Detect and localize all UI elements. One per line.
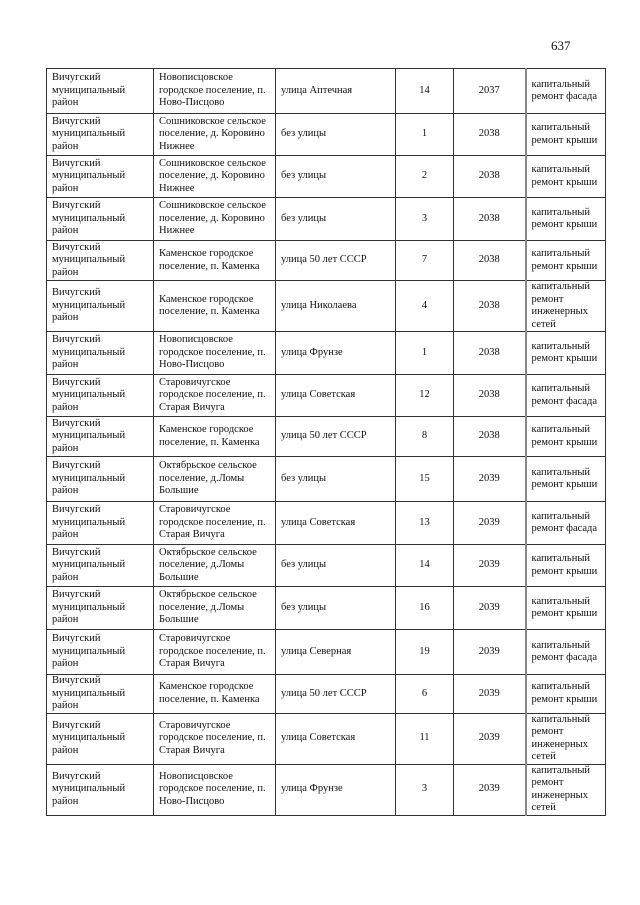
work-type-cell: капитальный ремонт крыши: [526, 332, 606, 375]
house-number-cell: 3: [396, 764, 454, 815]
work-type-cell: капитальный ремонт крыши: [526, 241, 606, 281]
street-cell: без улицы: [276, 198, 396, 241]
street-cell: улица Советская: [276, 375, 396, 417]
work-type-cell: капитальный ремонт фасада: [526, 630, 606, 675]
repair-year-cell: 2038: [454, 417, 526, 457]
repair-year-cell: 2039: [454, 545, 526, 587]
work-type-cell: капитальный ремонт крыши: [526, 417, 606, 457]
settlement-cell: Старовичугское городское поселение, п. Старая Вичуга: [154, 713, 276, 764]
table-row: [47, 545, 606, 587]
table-row: [47, 332, 606, 375]
repair-year-cell: 2038: [454, 332, 526, 375]
street-cell: улица 50 лет СССР: [276, 241, 396, 281]
settlement-cell: Новописцовское городское поселение, п. Ново-Писцово: [154, 764, 276, 815]
settlement-cell: Каменское городское поселение, п. Каменка: [154, 675, 276, 714]
table-row: [47, 587, 606, 630]
work-type-cell: капитальный ремонт крыши: [526, 675, 606, 714]
settlement-cell: Сошниковское сельское поселение, д. Коровино Нижнее: [154, 156, 276, 198]
repair-year-cell: 2038: [454, 375, 526, 417]
table-row: [47, 156, 606, 198]
house-number-cell: 14: [396, 545, 454, 587]
street-cell: без улицы: [276, 587, 396, 630]
district-cell: Вичугский муниципальный район: [47, 675, 154, 714]
street-cell: без улицы: [276, 457, 396, 502]
house-number-cell: 1: [396, 114, 454, 156]
table-row: [47, 281, 606, 332]
house-number-cell: 1: [396, 332, 454, 375]
district-cell: Вичугский муниципальный район: [47, 114, 154, 156]
house-number-cell: 7: [396, 241, 454, 281]
house-number-cell: 19: [396, 630, 454, 675]
house-number-cell: 8: [396, 417, 454, 457]
district-cell: Вичугский муниципальный район: [47, 545, 154, 587]
settlement-cell: Старовичугское городское поселение, п. Старая Вичуга: [154, 375, 276, 417]
settlement-cell: Старовичугское городское поселение, п. Старая Вичуга: [154, 630, 276, 675]
district-cell: Вичугский муниципальный район: [47, 502, 154, 545]
settlement-cell: Сошниковское сельское поселение, д. Коровино Нижнее: [154, 198, 276, 241]
district-cell: Вичугский муниципальный район: [47, 156, 154, 198]
table-row: [47, 114, 606, 156]
settlement-cell: Старовичугское городское поселение, п. Старая Вичуга: [154, 502, 276, 545]
street-cell: улица Аптечная: [276, 69, 396, 114]
work-type-cell: капитальный ремонт фасада: [526, 502, 606, 545]
repair-year-cell: 2039: [454, 764, 526, 815]
settlement-cell: Каменское городское поселение, п. Каменка: [154, 281, 276, 332]
street-cell: улица Северная: [276, 630, 396, 675]
district-cell: Вичугский муниципальный район: [47, 198, 154, 241]
work-type-cell: капитальный ремонт крыши: [526, 457, 606, 502]
work-type-cell: капитальный ремонт крыши: [526, 156, 606, 198]
street-cell: без улицы: [276, 545, 396, 587]
table-row: [47, 630, 606, 675]
work-type-cell: капитальный ремонт крыши: [526, 545, 606, 587]
district-cell: Вичугский муниципальный район: [47, 241, 154, 281]
repair-year-cell: 2039: [454, 630, 526, 675]
street-cell: улица 50 лет СССР: [276, 675, 396, 714]
repair-year-cell: 2038: [454, 198, 526, 241]
work-type-cell: капитальный ремонт инженерных сетей: [526, 713, 606, 764]
housing-repair-table: [46, 68, 606, 816]
district-cell: Вичугский муниципальный район: [47, 630, 154, 675]
table-row: [47, 417, 606, 457]
street-cell: улица 50 лет СССР: [276, 417, 396, 457]
house-number-cell: 6: [396, 675, 454, 714]
house-number-cell: 13: [396, 502, 454, 545]
district-cell: Вичугский муниципальный район: [47, 69, 154, 114]
district-cell: Вичугский муниципальный район: [47, 764, 154, 815]
district-cell: Вичугский муниципальный район: [47, 332, 154, 375]
repair-year-cell: 2037: [454, 69, 526, 114]
district-cell: Вичугский муниципальный район: [47, 713, 154, 764]
repair-year-cell: 2039: [454, 713, 526, 764]
street-cell: улица Советская: [276, 502, 396, 545]
work-type-cell: капитальный ремонт фасада: [526, 69, 606, 114]
house-number-cell: 3: [396, 198, 454, 241]
table-row: [47, 764, 606, 815]
settlement-cell: Новописцовское городское поселение, п. Ново-Писцово: [154, 332, 276, 375]
table-row: [47, 457, 606, 502]
house-number-cell: 11: [396, 713, 454, 764]
house-number-cell: 12: [396, 375, 454, 417]
repair-year-cell: 2038: [454, 241, 526, 281]
work-type-cell: капитальный ремонт крыши: [526, 587, 606, 630]
table-row: [47, 375, 606, 417]
repair-year-cell: 2039: [454, 587, 526, 630]
district-cell: Вичугский муниципальный район: [47, 457, 154, 502]
district-cell: Вичугский муниципальный район: [47, 375, 154, 417]
settlement-cell: Новописцовское городское поселение, п. Ново-Писцово: [154, 69, 276, 114]
street-cell: улица Советская: [276, 713, 396, 764]
table-row: [47, 502, 606, 545]
repair-year-cell: 2039: [454, 457, 526, 502]
district-cell: Вичугский муниципальный район: [47, 417, 154, 457]
settlement-cell: Октябрьское сельское поселение, д.Ломы Большие: [154, 457, 276, 502]
settlement-cell: Октябрьское сельское поселение, д.Ломы Большие: [154, 545, 276, 587]
table-row: [47, 198, 606, 241]
street-cell: без улицы: [276, 156, 396, 198]
settlement-cell: Каменское городское поселение, п. Каменка: [154, 241, 276, 281]
repair-year-cell: 2039: [454, 675, 526, 714]
street-cell: улица Николаева: [276, 281, 396, 332]
settlement-cell: Сошниковское сельское поселение, д. Коровино Нижнее: [154, 114, 276, 156]
settlement-cell: Октябрьское сельское поселение, д.Ломы Большие: [154, 587, 276, 630]
settlement-cell: Каменское городское поселение, п. Каменка: [154, 417, 276, 457]
repair-year-cell: 2038: [454, 281, 526, 332]
street-cell: улица Фрунзе: [276, 332, 396, 375]
house-number-cell: 2: [396, 156, 454, 198]
house-number-cell: 15: [396, 457, 454, 502]
street-cell: без улицы: [276, 114, 396, 156]
house-number-cell: 16: [396, 587, 454, 630]
repair-year-cell: 2038: [454, 156, 526, 198]
street-cell: улица Фрунзе: [276, 764, 396, 815]
page-number: 637: [551, 38, 571, 53]
work-type-cell: капитальный ремонт инженерных сетей: [526, 764, 606, 815]
table-row: [47, 713, 606, 764]
table-row: [47, 675, 606, 714]
district-cell: Вичугский муниципальный район: [47, 587, 154, 630]
repair-year-cell: 2039: [454, 502, 526, 545]
work-type-cell: капитальный ремонт фасада: [526, 375, 606, 417]
table-row: [47, 69, 606, 114]
table-row: [47, 241, 606, 281]
work-type-cell: капитальный ремонт инженерных сетей: [526, 281, 606, 332]
district-cell: Вичугский муниципальный район: [47, 281, 154, 332]
work-type-cell: капитальный ремонт крыши: [526, 198, 606, 241]
repair-year-cell: 2038: [454, 114, 526, 156]
house-number-cell: 4: [396, 281, 454, 332]
work-type-cell: капитальный ремонт крыши: [526, 114, 606, 156]
house-number-cell: 14: [396, 69, 454, 114]
